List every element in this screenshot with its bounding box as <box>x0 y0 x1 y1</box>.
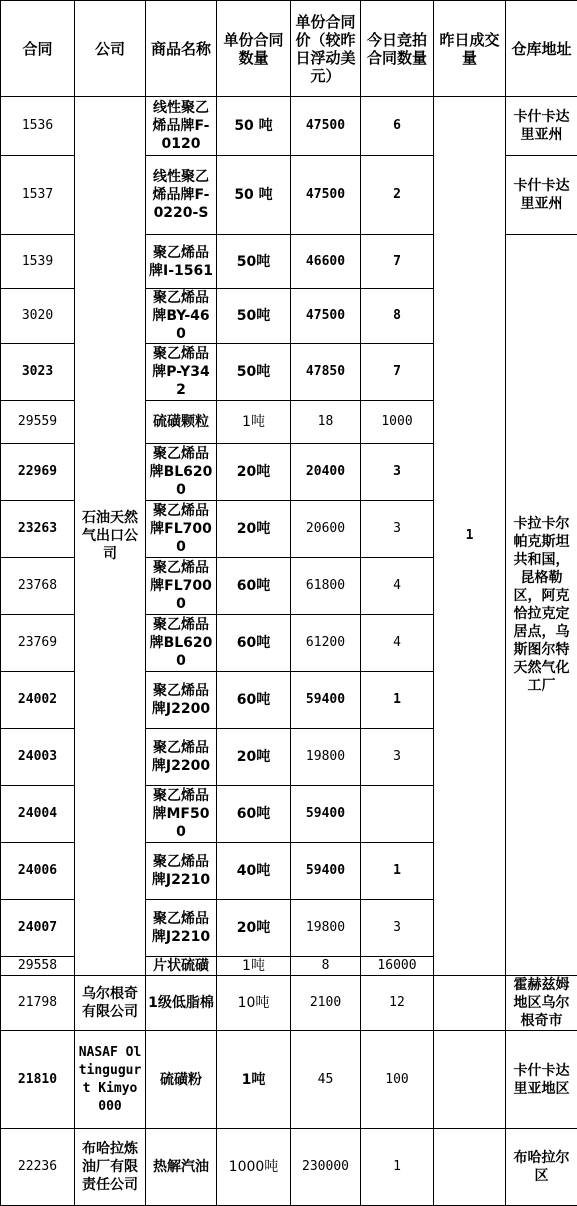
product-cell: 聚乙烯品牌BL6200 <box>146 444 217 501</box>
qty-cell: 20吨 <box>217 501 291 558</box>
price-cell: 61200 <box>291 615 361 672</box>
header-product: 商品名称 <box>146 1 217 97</box>
qty-cell: 20吨 <box>217 444 291 501</box>
qty-cell: 50吨 <box>217 235 291 289</box>
qty-cell: 10吨 <box>217 976 291 1031</box>
price-cell: 230000 <box>291 1129 361 1206</box>
header-warehouse: 仓库地址 <box>506 1 577 97</box>
yesterday-cell <box>434 1129 506 1206</box>
price-cell: 20400 <box>291 444 361 501</box>
product-cell: 聚乙烯品牌MF500 <box>146 786 217 843</box>
price-cell: 59400 <box>291 843 361 900</box>
count-cell: 8 <box>361 289 434 344</box>
product-cell: 聚乙烯品牌P-Y342 <box>146 344 217 401</box>
contract-cell: 1537 <box>1 156 75 235</box>
contract-cell: 24007 <box>1 900 75 957</box>
contract-cell: 21810 <box>1 1031 75 1129</box>
price-cell: 8 <box>291 957 361 976</box>
contract-cell: 1536 <box>1 97 75 156</box>
warehouse-cell: 霍赫兹姆地区乌尔根奇市 <box>506 976 577 1031</box>
qty-cell: 50吨 <box>217 289 291 344</box>
count-cell: 6 <box>361 97 434 156</box>
price-cell: 46600 <box>291 235 361 289</box>
count-cell: 16000 <box>361 957 434 976</box>
contract-cell: 29559 <box>1 401 75 444</box>
contract-cell: 29558 <box>1 957 75 976</box>
qty-cell: 1000吨 <box>217 1129 291 1206</box>
product-cell: 硫磺颗粒 <box>146 401 217 444</box>
contract-cell: 24004 <box>1 786 75 843</box>
qty-cell: 60吨 <box>217 615 291 672</box>
qty-cell: 60吨 <box>217 786 291 843</box>
warehouse-cell: 卡什卡达里亚地区 <box>506 1031 577 1129</box>
price-cell: 2100 <box>291 976 361 1031</box>
company-cell: 布哈拉炼油厂有限责任公司 <box>75 1129 146 1206</box>
product-cell: 1级低脂棉 <box>146 976 217 1031</box>
contract-cell: 3023 <box>1 344 75 401</box>
count-cell: 3 <box>361 900 434 957</box>
yesterday-cell-main: 1 <box>434 97 506 976</box>
count-cell: 1 <box>361 843 434 900</box>
table-row <box>1 1129 577 1206</box>
contract-cell: 23768 <box>1 558 75 615</box>
qty-cell: 50 吨 <box>217 97 291 156</box>
product-cell: 片状硫磺 <box>146 957 217 976</box>
price-cell: 47500 <box>291 97 361 156</box>
price-cell: 47850 <box>291 344 361 401</box>
count-cell: 1 <box>361 672 434 729</box>
price-cell: 47500 <box>291 289 361 344</box>
contract-cell: 23769 <box>1 615 75 672</box>
price-cell: 18 <box>291 401 361 444</box>
product-cell: 聚乙烯品牌FL7000 <box>146 558 217 615</box>
yesterday-cell <box>434 1031 506 1129</box>
table-row <box>1 976 577 1031</box>
company-cell: NASAF Oltingugurt Kimyo 000 <box>75 1031 146 1129</box>
product-cell: 线性聚乙烯品牌F-0220-S <box>146 156 217 235</box>
qty-cell: 60吨 <box>217 558 291 615</box>
product-cell: 聚乙烯品牌BY-460 <box>146 289 217 344</box>
header-price: 单份合同价（较昨日浮动美元） <box>291 1 361 97</box>
header-count: 今日竞拍合同数量 <box>361 1 434 97</box>
count-cell: 4 <box>361 558 434 615</box>
price-cell: 19800 <box>291 900 361 957</box>
product-cell: 聚乙烯品牌FL7000 <box>146 501 217 558</box>
header-contract: 合同 <box>1 1 75 97</box>
count-cell <box>361 786 434 843</box>
price-cell: 47500 <box>291 156 361 235</box>
count-cell: 12 <box>361 976 434 1031</box>
warehouse-cell: 卡什卡达里亚州 <box>506 156 577 235</box>
count-cell: 7 <box>361 344 434 401</box>
count-cell: 2 <box>361 156 434 235</box>
qty-cell: 20吨 <box>217 729 291 786</box>
count-cell: 7 <box>361 235 434 289</box>
qty-cell: 50 吨 <box>217 156 291 235</box>
price-cell: 45 <box>291 1031 361 1129</box>
count-cell: 100 <box>361 1031 434 1129</box>
count-cell: 1 <box>361 1129 434 1206</box>
warehouse-cell: 卡什卡达里亚州 <box>506 97 577 156</box>
price-cell: 19800 <box>291 729 361 786</box>
product-cell: 聚乙烯品牌I-1561 <box>146 235 217 289</box>
product-cell: 聚乙烯品牌J2200 <box>146 672 217 729</box>
product-cell: 线性聚乙烯品牌F-0120 <box>146 97 217 156</box>
product-cell: 硫磺粉 <box>146 1031 217 1129</box>
count-cell: 3 <box>361 444 434 501</box>
qty-cell: 60吨 <box>217 672 291 729</box>
contract-cell: 22236 <box>1 1129 75 1206</box>
qty-cell: 50吨 <box>217 344 291 401</box>
contract-cell: 24002 <box>1 672 75 729</box>
qty-cell: 40吨 <box>217 843 291 900</box>
count-cell: 1000 <box>361 401 434 444</box>
table-row <box>1 1031 577 1129</box>
contract-cell: 22969 <box>1 444 75 501</box>
warehouse-cell-main: 卡拉卡尔帕克斯坦共和国，昆格勒区，阿克恰拉克定居点，乌斯图尔特天然气化工厂 <box>506 235 577 976</box>
contract-cell: 23263 <box>1 501 75 558</box>
price-cell: 59400 <box>291 672 361 729</box>
price-cell: 59400 <box>291 786 361 843</box>
qty-cell: 1吨 <box>217 1031 291 1129</box>
product-cell: 聚乙烯品牌J2210 <box>146 843 217 900</box>
company-cell: 乌尔根奇有限公司 <box>75 976 146 1031</box>
header-qty: 单份合同数量 <box>217 1 291 97</box>
count-cell: 3 <box>361 729 434 786</box>
warehouse-cell: 布哈拉尔区 <box>506 1129 577 1206</box>
contract-cell: 24003 <box>1 729 75 786</box>
product-cell: 热解汽油 <box>146 1129 217 1206</box>
contract-cell: 1539 <box>1 235 75 289</box>
price-cell: 61800 <box>291 558 361 615</box>
qty-cell: 20吨 <box>217 900 291 957</box>
count-cell: 3 <box>361 501 434 558</box>
header-yesterday: 昨日成交量 <box>434 1 506 97</box>
price-cell: 20600 <box>291 501 361 558</box>
count-cell: 4 <box>361 615 434 672</box>
table-row <box>1 97 577 156</box>
qty-cell: 1吨 <box>217 401 291 444</box>
yesterday-cell <box>434 976 506 1031</box>
header-company: 公司 <box>75 1 146 97</box>
product-cell: 聚乙烯品牌J2210 <box>146 900 217 957</box>
product-cell: 聚乙烯品牌J2200 <box>146 729 217 786</box>
company-cell-main: 石油天然气出口公司 <box>75 97 146 976</box>
qty-cell: 1吨 <box>217 957 291 976</box>
contract-cell: 24006 <box>1 843 75 900</box>
contract-cell: 3020 <box>1 289 75 344</box>
contract-cell: 21798 <box>1 976 75 1031</box>
product-cell: 聚乙烯品牌BL6200 <box>146 615 217 672</box>
header-row <box>1 1 577 97</box>
